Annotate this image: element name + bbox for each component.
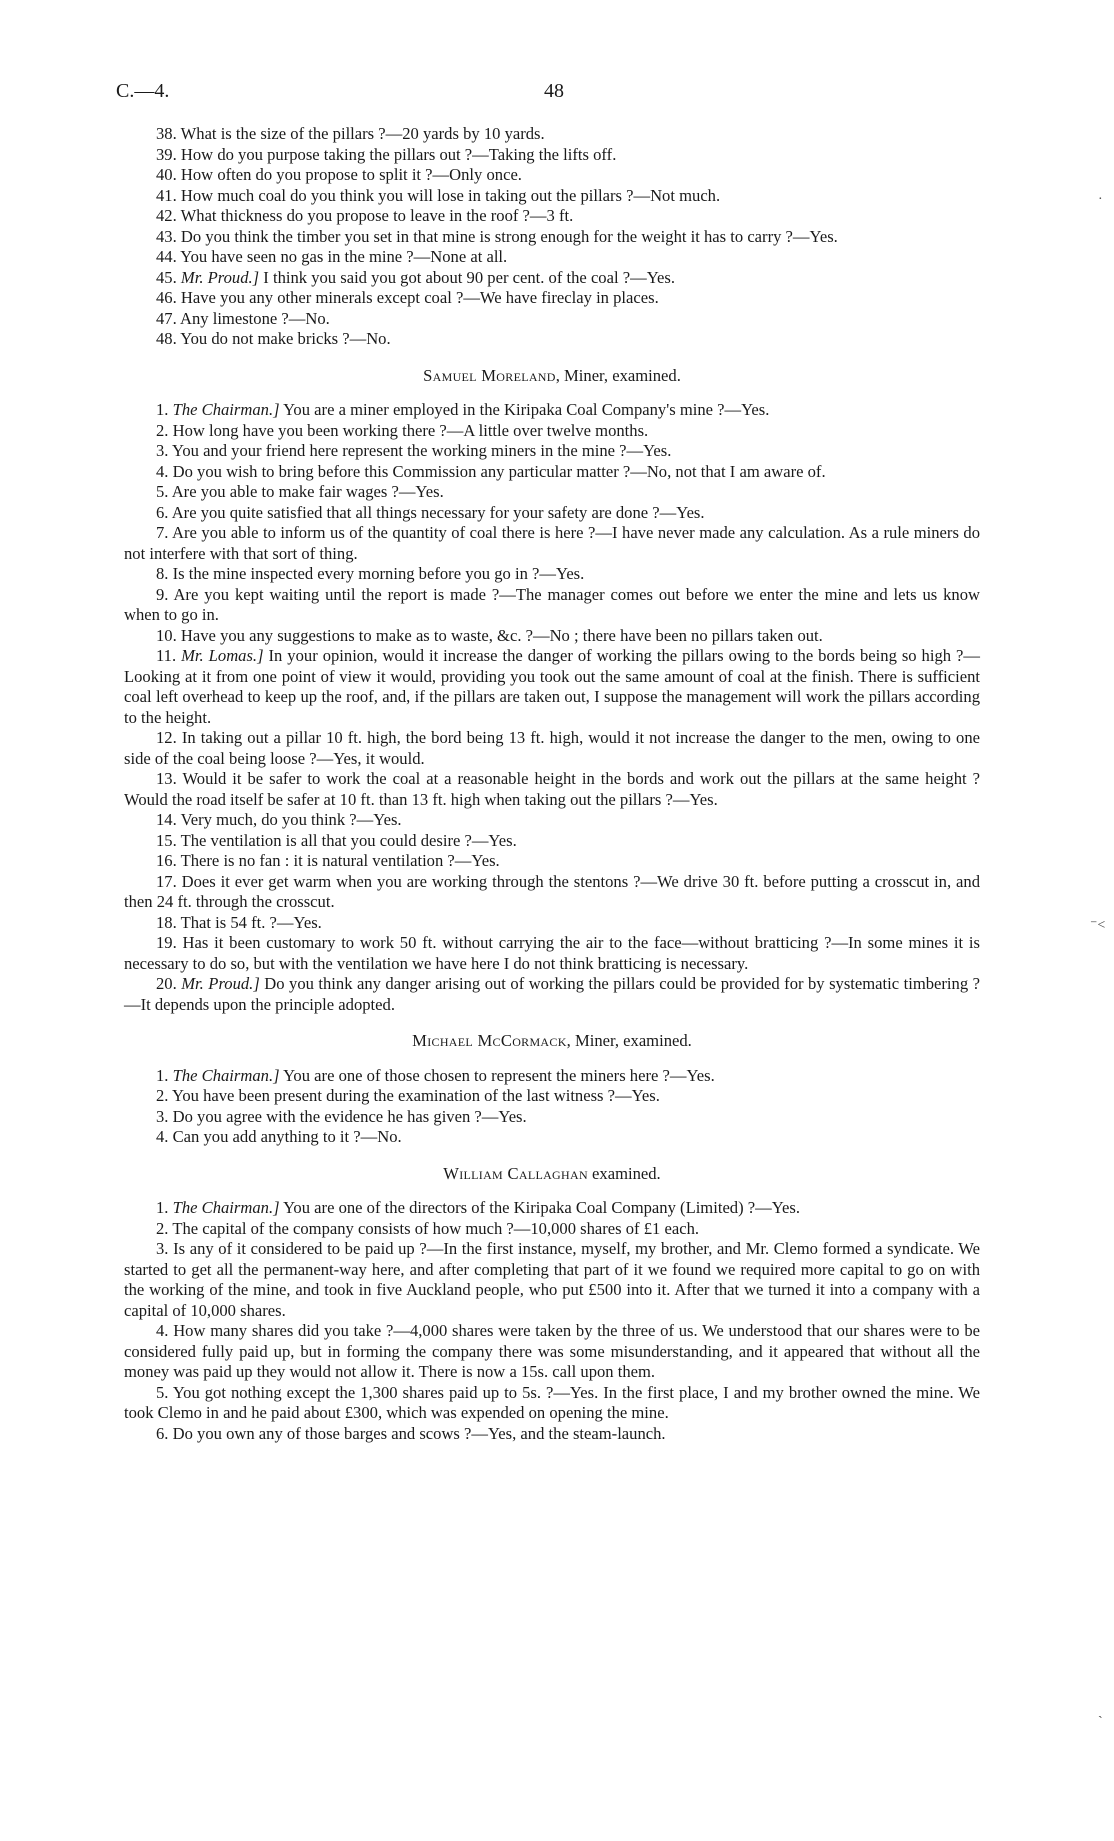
question-text: Have you any other minerals except coal ?—We have fireclay in places.: [180, 288, 659, 307]
question-number: 2.: [156, 1218, 169, 1238]
question-number: 44.: [156, 247, 177, 266]
question-text: Do you think any danger arising out of working the pillars could be provided for by systematic timbering ?—It depends upon the principle adopted.: [124, 974, 980, 1014]
question-number: 16.: [156, 851, 177, 870]
question-block-continued: [124, 124, 980, 350]
question-number: 39.: [156, 144, 177, 164]
question-text: You are a miner employed in the Kiripaka Coal Company's mine ?—Yes.: [283, 400, 770, 419]
question-item: [124, 1239, 980, 1321]
question-item: [124, 124, 980, 145]
question-number: 5.: [156, 1382, 169, 1402]
question-block-callaghan: [124, 1198, 980, 1444]
question-text: You got nothing except the 1,300 shares paid up to 5s. ?—Yes. In the first place, I and my brother owned the mine. We took Clemo in and he paid about £300, which was expended on opening the mine.: [124, 1382, 980, 1422]
question-number: 12.: [156, 728, 177, 747]
question-number: 10.: [156, 625, 177, 645]
question-number: 17.: [156, 871, 177, 891]
question-text: Are you able to make fair wages ?—Yes.: [171, 482, 444, 501]
speaker-label: Mr. Proud.]: [181, 974, 260, 993]
question-item: [124, 851, 980, 872]
speaker-label: Mr. Lomas.]: [181, 646, 264, 665]
question-number: 20.: [156, 974, 177, 993]
question-text: The capital of the company consists of how much ?—10,000 shares of £1 each.: [172, 1218, 700, 1238]
question-item: [124, 974, 980, 1015]
question-text: Do you wish to bring before this Commission any particular matter ?—No, not that I am aware of.: [172, 461, 826, 481]
witness-name: Michael McCormack: [412, 1031, 567, 1050]
question-text: Any limestone ?—No.: [179, 308, 330, 328]
question-item: [124, 482, 980, 503]
question-item: [124, 728, 980, 769]
question-text: Do you think the timber you set in that mine is strong enough for the weight it has to carry ?—Yes.: [180, 226, 838, 246]
question-number: 19.: [156, 933, 177, 952]
question-item: [124, 913, 980, 934]
question-item: [124, 421, 980, 442]
margin-mark: ⁻˂: [1090, 918, 1106, 933]
question-item: [124, 206, 980, 227]
question-number: 3.: [156, 1106, 169, 1126]
witness-name: Samuel Moreland: [423, 365, 556, 385]
question-number: 6.: [156, 1423, 169, 1443]
question-item: [124, 1219, 980, 1240]
witness-role: , Miner, examined.: [555, 365, 681, 385]
question-text: What is the size of the pillars ?—20 yards by 10 yards.: [180, 124, 545, 143]
document-reference: C.—4.: [116, 80, 170, 102]
question-item: [124, 145, 980, 166]
question-text: Are you quite satisfied that all things necessary for your safety are done ?—Yes.: [171, 502, 705, 522]
question-number: 7.: [156, 523, 169, 542]
question-item: [124, 503, 980, 524]
question-text: Can you add anything to it ?—No.: [172, 1127, 402, 1146]
question-item: [124, 462, 980, 483]
question-number: 1.: [156, 400, 169, 419]
question-text: How often do you propose to split it ?—Only once.: [180, 165, 522, 184]
question-number: 1.: [156, 1065, 169, 1085]
question-item: [124, 1127, 980, 1148]
question-text: Very much, do you think ?—Yes.: [180, 810, 402, 829]
witness-name: William Callaghan: [443, 1163, 588, 1183]
question-item: [124, 1424, 980, 1445]
speaker-label: Mr. Proud.]: [180, 267, 260, 287]
question-number: 3.: [156, 1239, 169, 1258]
question-number: 5.: [156, 482, 169, 501]
question-item: [124, 831, 980, 852]
question-text: Do you own any of those barges and scows ?—Yes, and the steam-launch.: [172, 1423, 666, 1443]
question-text: Is the mine inspected every morning before you go in ?—Yes.: [172, 564, 585, 583]
question-number: 45.: [156, 267, 177, 287]
question-item: [124, 1198, 980, 1219]
question-text: Has it been customary to work 50 ft. without carrying the air to the face—without bratticing ?—In some mines it is necessary to do so, but with the ventilation we have here I do not think bratticing is necessary.: [124, 933, 980, 973]
question-item: [124, 872, 980, 913]
question-item: [124, 1066, 980, 1087]
question-number: 2.: [156, 1086, 169, 1105]
question-number: 47.: [156, 308, 177, 328]
question-number: 46.: [156, 288, 177, 307]
question-text: How long have you been working there ?—A little over twelve months.: [172, 420, 649, 440]
question-number: 2.: [156, 420, 169, 440]
question-number: 18.: [156, 912, 177, 932]
witness-role: examined.: [587, 1163, 661, 1183]
question-text: How many shares did you take ?—4,000 shares were taken by the three of us. We understood that our shares were to be considered fully paid up, but in forming the company there was some misunderstanding, and it appeared that without all the money was paid up they would not allow it. There is now a 15s. call upon them.: [124, 1321, 980, 1381]
question-number: 41.: [156, 185, 177, 205]
margin-mark: ·: [1098, 192, 1103, 207]
question-text: Are you able to inform us of the quantity of coal there is here ?—I have never made any calculation. As a rule miners do not interfere with that sort of thing.: [124, 523, 981, 563]
question-item: [124, 564, 980, 585]
speaker-label: The Chairman.]: [172, 1198, 280, 1217]
question-text: Does it ever get warm when you are working through the stentons ?—We drive 30 ft. before putting a crosscut in, and then 24 ft. through the crosscut.: [124, 871, 980, 911]
question-item: [124, 810, 980, 831]
speaker-label: The Chairman.]: [172, 400, 280, 419]
question-block-moreland: [124, 400, 980, 1015]
question-item: [124, 227, 980, 248]
question-text: In taking out a pillar 10 ft. high, the bord being 13 ft. high, would it not increase the danger to the men, owing to one side of the coal being loose ?—Yes, it would.: [124, 728, 980, 768]
question-item: [124, 933, 980, 974]
witness-heading-william-callaghan: [124, 1164, 980, 1185]
question-text: What thickness do you propose to leave in the roof ?—3 ft.: [180, 206, 574, 225]
question-text: Do you agree with the evidence he has given ?—Yes.: [172, 1106, 527, 1126]
question-item: [124, 769, 980, 810]
question-number: 6.: [156, 502, 169, 522]
question-number: 43.: [156, 226, 177, 246]
question-item: [124, 247, 980, 268]
question-text: Have you any suggestions to make as to waste, &c. ?—No ; there have been no pillars taken out.: [180, 625, 823, 645]
question-number: 48.: [156, 329, 177, 348]
question-number: 40.: [156, 165, 177, 184]
question-item: [124, 309, 980, 330]
question-block-mccormack: [124, 1066, 980, 1148]
question-number: 15.: [156, 830, 177, 850]
question-item: [124, 626, 980, 647]
question-item: [124, 646, 980, 728]
question-item: [124, 1321, 980, 1383]
page-header: [116, 80, 996, 108]
question-text: Would it be safer to work the coal at a reasonable height in the bords and work out the pillars at the same height ? Would the road itself be safer at 10 ft. than 13 ft. high when taking out the pillars ?—Yes.: [124, 769, 980, 809]
question-text: How much coal do you think you will lose in taking out the pillars ?—Not much.: [180, 185, 721, 205]
document-body: [124, 124, 980, 1444]
question-number: 38.: [156, 124, 177, 143]
question-text: I think you said you got about 90 per cent. of the coal ?—Yes.: [263, 267, 675, 287]
page-number: 48: [544, 80, 564, 102]
question-text: Is any of it considered to be paid up ?—In the first instance, myself, my brother, and Mr. Clemo formed a syndicate. We started to get all the permanent-way here, and after completing that part of it we found we required more capital to go on with the working of the mine, and took in five Auckland people, who put £500 into it. After that we turned it into a company with a capital of 10,000 shares.: [124, 1239, 980, 1320]
question-number: 9.: [156, 584, 169, 604]
question-text: Are you kept waiting until the report is made ?—The manager comes out before we enter the mine and lets us know when to go in.: [124, 584, 980, 624]
question-text: How do you purpose taking the pillars out ?—Taking the lifts off.: [180, 144, 617, 164]
question-number: 42.: [156, 206, 177, 225]
question-text: The ventilation is all that you could desire ?—Yes.: [180, 830, 517, 850]
question-text: There is no fan : it is natural ventilation ?—Yes.: [180, 851, 500, 870]
question-number: 1.: [156, 1198, 169, 1217]
question-text: You are one of those chosen to represent the miners here ?—Yes.: [283, 1065, 715, 1085]
question-text: You have been present during the examination of the last witness ?—Yes.: [172, 1086, 660, 1105]
question-text: In your opinion, would it increase the danger of working the pillars owing to the bords being so high ?—Looking at it from one point of view it would, providing you took out the same amount of coal at the finish. There is sufficient coal left overhead to keep up the roof, and, if the pillars are taken out, I suppose the management will work the pillars according to the height.: [124, 646, 980, 727]
question-number: 3.: [156, 441, 169, 460]
question-item: [124, 400, 980, 421]
question-item: [124, 1383, 980, 1424]
question-number: 11.: [156, 646, 177, 665]
question-item: [124, 288, 980, 309]
question-item: [124, 585, 980, 626]
question-text: You have seen no gas in the mine ?—None at all.: [180, 247, 508, 266]
question-item: [124, 523, 980, 564]
question-item: [124, 186, 980, 207]
witness-heading-samuel-moreland: [124, 366, 980, 387]
question-number: 8.: [156, 564, 169, 583]
question-text: You are one of the directors of the Kiripaka Coal Company (Limited) ?—Yes.: [283, 1198, 801, 1217]
question-item: [124, 1086, 980, 1107]
question-number: 4.: [156, 1127, 169, 1146]
speaker-label: The Chairman.]: [172, 1065, 280, 1085]
question-item: [124, 329, 980, 350]
question-item: [124, 165, 980, 186]
question-text: You do not make bricks ?—No.: [180, 329, 391, 348]
question-number: 13.: [156, 769, 177, 788]
question-number: 4.: [156, 461, 169, 481]
question-item: [124, 1107, 980, 1128]
question-number: 14.: [156, 810, 177, 829]
question-item: [124, 441, 980, 462]
witness-role: , Miner, examined.: [566, 1031, 692, 1050]
question-text: That is 54 ft. ?—Yes.: [180, 912, 322, 932]
witness-heading-michael-mccormack: [124, 1031, 980, 1052]
question-item: [124, 268, 980, 289]
question-number: 4.: [156, 1321, 169, 1340]
margin-mark: ˎ: [1098, 1704, 1103, 1719]
question-text: You and your friend here represent the working miners in the mine ?—Yes.: [172, 441, 672, 460]
